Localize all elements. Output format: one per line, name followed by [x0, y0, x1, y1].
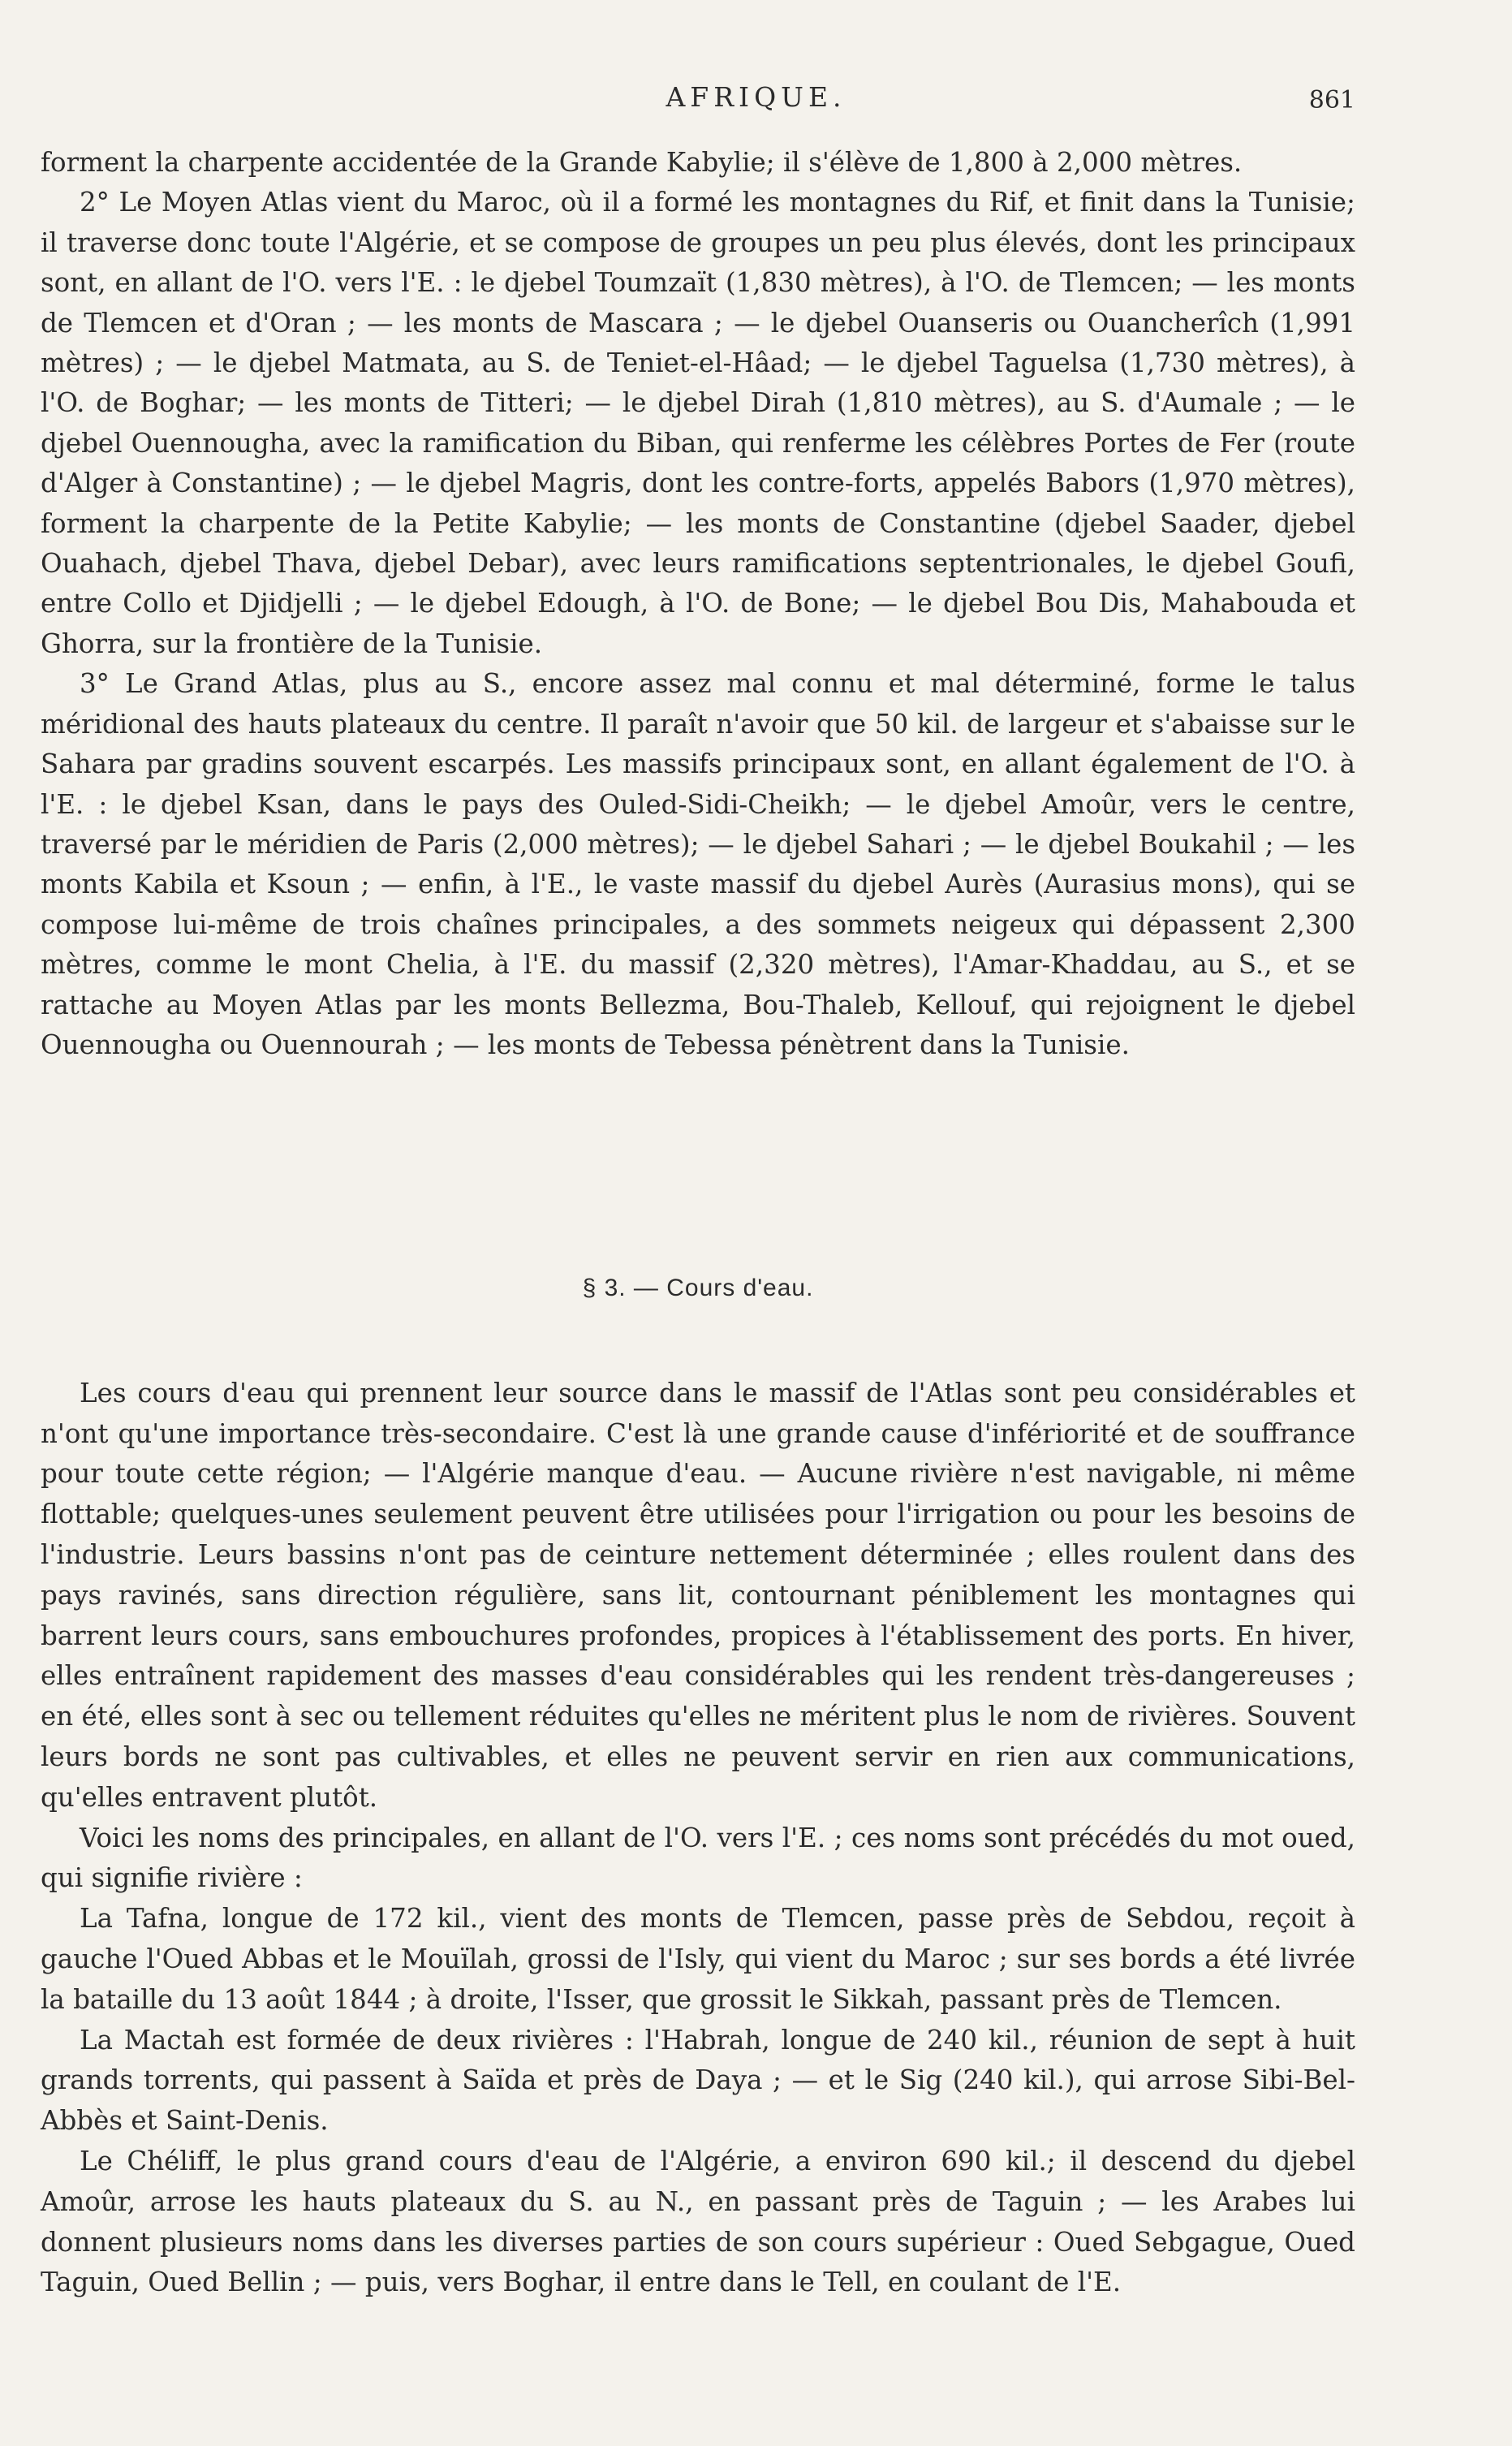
- running-head: AFRIQUE.: [666, 81, 846, 113]
- page-header: [0, 81, 1512, 130]
- paragraph-intro: Les cours d'eau qui prennent leur source dans le massif de l'Atlas sont peu considérables et n'ont qu'une importance très-secondaire. C'est là une grande cause d'infériorité et de souffrance pour toute cette région; — l'Algérie manque d'eau. — Aucune rivière n'est navigable, ni même flottable; quelques-unes seulement peuvent être utilisées pour l'irrigation ou pour les besoins de l'industrie. Leurs bassins n'ont pas de ceinture nettement déterminée ; elles roulent dans des pays ravinés, sans direction régulière, sans lit, contournant péniblement les montagnes qui barrent leurs cours, sans embouchures profondes, propices à l'établissement des ports. En hiver, elles entraînent rapidement des masses d'eau considérables qui les rendent très-dangereuses ; en été, elles sont à sec ou tellement réduites qu'elles ne méritent plus le nom de rivières. Souvent leurs bords ne sont pas cultivables, et elles ne peuvent servir en rien aux communications, qu'elles entravent plutôt.: [41, 1377, 1355, 1813]
- paragraph-list-intro: Voici les noms des principales, en allant de l'O. vers l'E. ; ces noms sont précédés du mot oued, qui signifie rivière :: [41, 1822, 1355, 1894]
- paragraph-mactah: La Mactah est formée de deux rivières : l'Habrah, longue de 240 kil., réunion de sept à huit grands torrents, qui passent à Saïda et près de Daya ; — et le Sig (240 kil.), qui arrose Sibi-Bel-Abbès et Saint-Denis.: [41, 2024, 1355, 2137]
- rivers-text: [41, 1268, 1355, 2303]
- orography-text: [41, 143, 1355, 1065]
- paragraph-grand-atlas: 3° Le Grand Atlas, plus au S., encore assez mal connu et mal déterminé, forme le talus méridional des hauts plateaux du centre. Il paraît n'avoir que 50 kil. de largeur et s'abaisse sur le Sahara par gradins souvent escarpés. Les massifs principaux sont, en allant également de l'O. à l'E. : le djebel Ksan, dans le pays des Ouled-Sidi-Cheikh; — le djebel Amoûr, vers le centre, traversé par le méridien de Paris (2,000 mètres); — le djebel Sahari ; — le djebel Boukahil ; — les monts Kabila et Ksoun ; — enfin, à l'E., le vaste massif du djebel Aurès (Aurasius mons), qui se compose lui-même de trois chaînes principales, a des sommets neigeux qui dépassent 2,300 mètres, comme le mont Chelia, à l'E. du massif (2,320 mètres), l'Amar-Khaddau, au S., et se rattache au Moyen Atlas par les monts Bellezma, Bou-Thaleb, Kellouf, qui rejoignent le djebel Ouennougha ou Ouennourah ; — les monts de Tebessa pénètrent dans la Tunisie.: [41, 668, 1355, 1060]
- paragraph-tafna: La Tafna, longue de 172 kil., vient des monts de Tlemcen, passe près de Sebdou, reçoit à gauche l'Oued Abbas et le Mouïlah, grossi de l'Isly, qui vient du Maroc ; sur ses bords a été livrée la bataille du 13 août 1844 ; à droite, l'Isser, que grossit le Sikkah, passant près de Tlemcen.: [41, 1903, 1355, 2015]
- paragraph-cheliff: Le Chéliff, le plus grand cours d'eau de l'Algérie, a environ 690 kil.; il descend du djebel Amoûr, arrose les hauts plateaux du S. au N., en passant près de Taguin ; — les Arabes lui donnent plusieurs noms dans les diverses parties de son cours supérieur : Oued Sebgague, Oued Taguin, Oued Bellin ; — puis, vers Boghar, il entre dans le Tell, en coulant de l'E.: [41, 2145, 1355, 2298]
- paragraph: forment la charpente accidentée de la Grande Kabylie; il s'élève de 1,800 à 2,000 mètres.: [41, 147, 1243, 178]
- section-title: § 3. — Cours d'eau.: [582, 1275, 814, 1301]
- page-number: 861: [1308, 86, 1355, 114]
- paragraph-moyen-atlas: 2° Le Moyen Atlas vient du Maroc, où il a formé les montagnes du Rif, et finit dans la Tunisie; il traverse donc toute l'Algérie, et se compose de groupes un peu plus élevés, dont les principaux sont, en allant de l'O. vers l'E. : le djebel Toumzaït (1,830 mètres), à l'O. de Tlemcen; — les monts de Tlemcen et d'Oran ; — les monts de Mascara ; — le djebel Ouanseris ou Ouancherîch (1,991 mètres) ; — le djebel Matmata, au S. de Teniet-el-Hâad; — le djebel Taguelsa (1,730 mètres), à l'O. de Boghar; — les monts de Titteri; — le djebel Dirah (1,810 mètres), au S. d'Aumale ; — le djebel Ouennougha, avec la ramification du Biban, qui renferme les célèbres Portes de Fer (route d'Alger à Constantine) ; — le djebel Magris, dont les contre-forts, appelés Babors (1,970 mètres), forment la charpente de la Petite Kabylie; — les monts de Constantine (djebel Saader, djebel Ouahach, djebel Thava, djebel Debar), avec leurs ramifications septentrionales, le djebel Goufi, entre Collo et Djidjelli ; — le djebel Edough, à l'O. de Bone; — le djebel Bou Dis, Mahabouda et Ghorra, sur la frontière de la Tunisie.: [41, 187, 1355, 659]
